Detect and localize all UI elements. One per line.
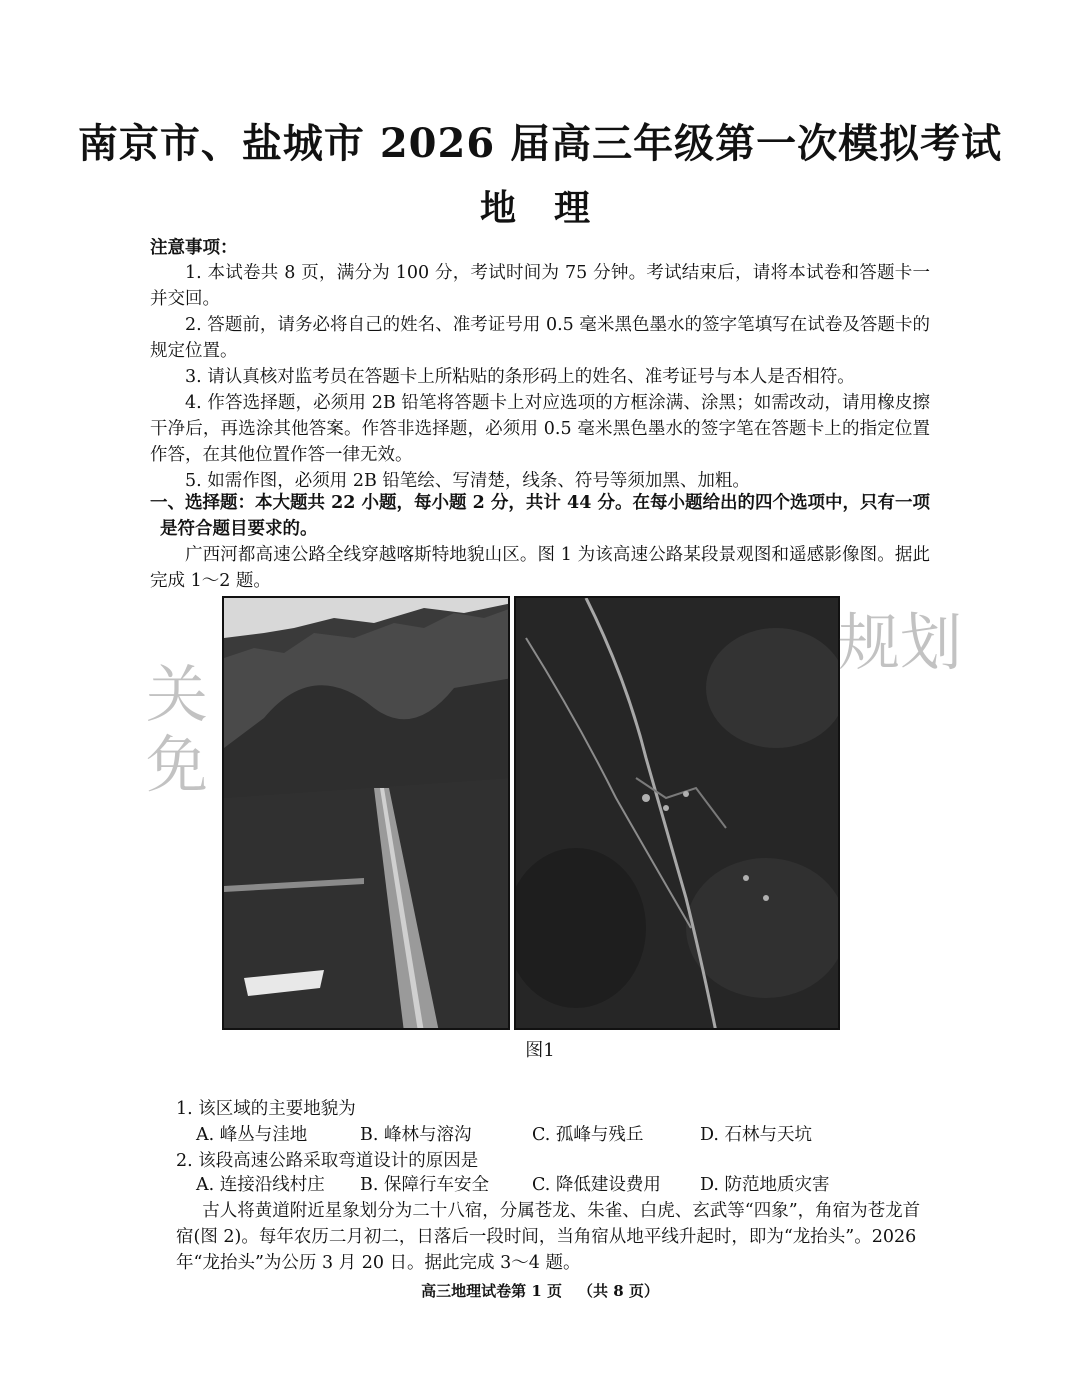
- question-1-options: [196, 1122, 916, 1148]
- section-heading: 一、选择题：本大题共 22 小题，每小题 2 分，共计 44 分。在每小题给出的四个选项中，只有一项是符合题目要求的。: [150, 493, 930, 539]
- figure-1: [222, 596, 840, 1030]
- stem-3-4-text: 古人将黄道附近星象划分为二十八宿，分属苍龙、朱雀、白虎、玄武等“四象”，角宿为苍龙首宿(图 2)。每年农历二月初二，日落后一段时间，当角宿从地平线升起时，即为“龙抬头”。2026 年“龙抬头”为公历 3 月 20 日。据此完成 3～4 题。: [176, 1201, 921, 1273]
- option-d: D. 防范地质灾害: [700, 1175, 830, 1195]
- option-b: B. 保障行车安全: [360, 1175, 489, 1195]
- section-1: [150, 490, 930, 594]
- note-item: 1. 本试卷共 8 页，满分为 100 分，考试时间为 75 分钟。考试结束后，请将本试卷和答题卡一并交回。: [150, 263, 930, 309]
- option-c: C. 降低建设费用: [532, 1175, 661, 1195]
- question-2-options: [196, 1172, 916, 1198]
- option-c: C. 孤峰与残丘: [532, 1125, 644, 1145]
- question-2-stem: 2. 该段高速公路采取弯道设计的原因是: [176, 1151, 479, 1171]
- option-b: B. 峰林与溶沟: [360, 1125, 472, 1145]
- option-a: A. 峰丛与洼地: [196, 1125, 308, 1145]
- page-footer: [0, 1280, 1080, 1301]
- remote-sensing-drawing: [516, 598, 840, 1030]
- figure-caption: 图1: [525, 1040, 555, 1061]
- notes-list: [150, 260, 930, 494]
- highway-photo-drawing: [224, 598, 510, 1030]
- note-item: 4. 作答选择题，必须用 2B 铅笔将答题卡上对应选项的方框涂满、涂黑；如需改动，请用橡皮擦干净后，再选涂其他答案。作答非选择题，必须用 0.5 毫米黑色墨水的签字笔在答题卡上的指定位置作答，在其他位置作答一律无效。: [150, 393, 930, 465]
- watermark-right: 规划: [838, 606, 963, 679]
- footer-total: （共 8 页）: [578, 1282, 659, 1300]
- question-stem-intro: 广西河都高速公路全线穿越喀斯特地貌山区。图 1 为该高速公路某段景观图和遥感影像图。据此完成 1～2 题。: [150, 545, 930, 591]
- note-item: 2. 答题前，请务必将自己的姓名、准考证号用 0.5 毫米黑色墨水的签字笔填写在试卷及答题卡的规定位置。: [150, 315, 930, 361]
- watermark-left: [146, 660, 208, 800]
- exam-title: 南京市、盐城市 2026 届高三年级第一次模拟考试: [77, 120, 1003, 167]
- subject-title: [0, 180, 1080, 231]
- question-1-stem: 1. 该区域的主要地貌为: [176, 1099, 356, 1119]
- subject-char-2: 理: [554, 187, 601, 229]
- highway-landscape-photo: [222, 596, 510, 1030]
- question-stem-3-4: [176, 1198, 928, 1276]
- notes-heading: 注意事项：: [150, 238, 238, 258]
- option-d: D. 石林与天坑: [700, 1125, 813, 1145]
- subject-char-1: 地: [479, 187, 526, 229]
- note-item: 5. 如需作图，必须用 2B 铅笔绘、写清楚，线条、符号等须加黑、加粗。: [185, 471, 750, 491]
- option-a: A. 连接沿线村庄: [196, 1175, 325, 1195]
- footer-page: 高三地理试卷第 1 页: [421, 1282, 562, 1300]
- note-item: 3. 请认真核对监考员在答题卡上所粘贴的条形码上的姓名、准考证号与本人是否相符。: [185, 367, 855, 387]
- watermark-left-line-1: 关: [146, 658, 209, 731]
- watermark-left-line-2: 免: [146, 728, 209, 801]
- remote-sensing-image: [514, 596, 840, 1030]
